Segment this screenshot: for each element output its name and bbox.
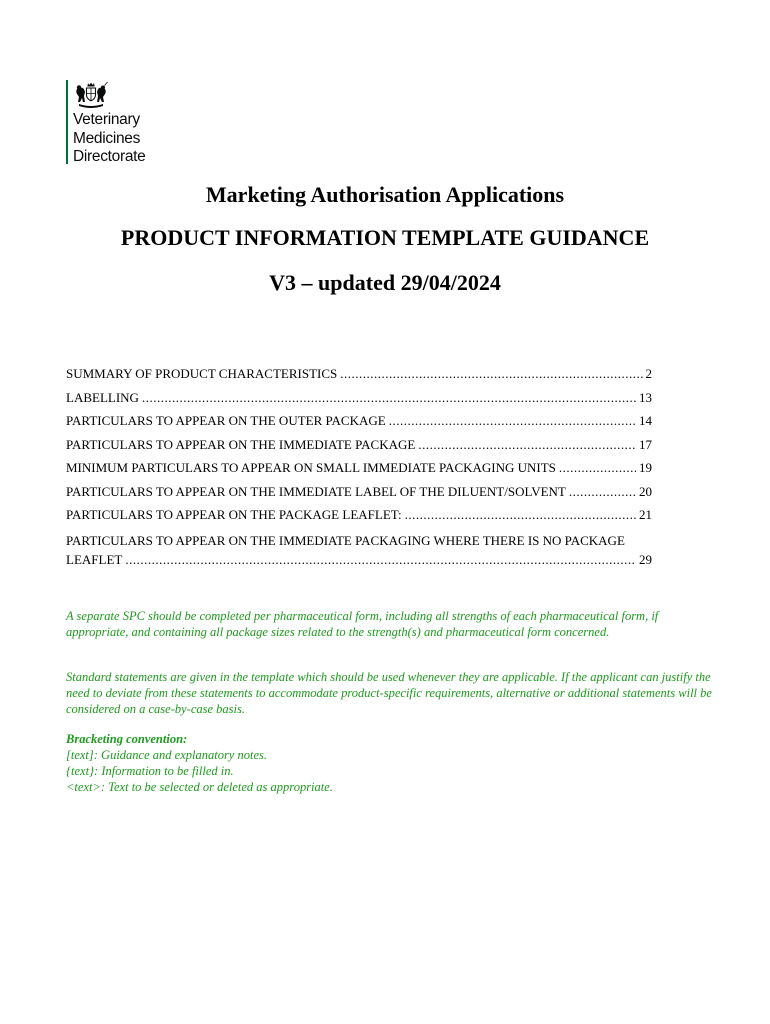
toc-entry[interactable]: [66, 507, 652, 531]
logo-line-1: Veterinary: [73, 111, 140, 128]
document-version: V3 – updated 29/04/2024: [269, 270, 501, 295]
logo-line-3: Directorate: [73, 148, 146, 165]
logo-line-2: Medicines: [73, 129, 141, 147]
vmd-logo: [66, 80, 186, 166]
toc-entry-page: 20: [639, 483, 652, 499]
table-of-contents: [66, 366, 652, 569]
spc-note: A separate SPC should be completed per pharmaceutical form, including all strengths of each pharmaceutical form, if appropriate, and containing all package sizes related to the strength(s) and pharmaceutical form concerned.: [66, 609, 659, 639]
document-subtitle: PRODUCT INFORMATION TEMPLATE GUIDANCE: [120, 225, 650, 250]
toc-entry-page: 21: [639, 507, 652, 522]
toc-entry[interactable]: [66, 531, 652, 569]
toc-entry-label: MINIMUM PARTICULARS TO APPEAR ON SMALL IMMEDIATE PACKAGING UNITS: [66, 460, 556, 475]
standard-statements-note: Standard statements are given in the template which should be used whenever they are applicable. If the applicant can justify the need to deviate from these statements to accommodate product-specific requirements, alternative or additional statements will be considered on a case-by-case basis.: [66, 670, 712, 716]
toc-entry[interactable]: [66, 366, 652, 390]
toc-leader-dots: [389, 413, 636, 429]
toc-entry-label: PARTICULARS TO APPEAR ON THE PACKAGE LEAFLET:: [66, 507, 402, 522]
toc-leader-dots: [418, 437, 636, 453]
toc-leader-dots: [405, 507, 636, 523]
toc-entry-page: 17: [639, 436, 652, 452]
toc-leader-dots: [569, 484, 636, 500]
toc-entry-page: 2: [645, 366, 652, 381]
toc-leader-dots: [340, 366, 642, 382]
toc-entry-page: 19: [639, 460, 652, 475]
bracketing-convention: [66, 731, 716, 795]
toc-entry[interactable]: [66, 437, 652, 461]
toc-entry-label: PARTICULARS TO APPEAR ON THE OUTER PACKAGE: [66, 413, 386, 428]
toc-entry[interactable]: [66, 460, 652, 484]
toc-entry-label: PARTICULARS TO APPEAR ON THE IMMEDIATE LABEL OF THE DILUENT/SOLVENT: [66, 483, 566, 499]
document-title: Marketing Authorisation Applications: [205, 182, 565, 207]
toc-entry-label: PARTICULARS TO APPEAR ON THE IMMEDIATE PACKAGE: [66, 436, 416, 452]
toc-entry[interactable]: [66, 484, 652, 508]
toc-entry-label: SUMMARY OF PRODUCT CHARACTERISTICS: [66, 366, 338, 381]
toc-leader-dots: [142, 390, 636, 406]
royal-coat-of-arms-icon: [73, 81, 109, 109]
bracketing-heading: Bracketing convention:: [66, 732, 188, 746]
toc-entry-label-continued: LEAFLET: [66, 551, 123, 567]
toc-entry-page: 14: [639, 413, 652, 428]
toc-leader-dots: [559, 460, 636, 476]
toc-entry[interactable]: [66, 390, 652, 414]
toc-entry-label: LABELLING: [66, 389, 139, 405]
logo-wordmark: [73, 111, 146, 167]
toc-entry[interactable]: [66, 413, 652, 437]
toc-entry-page: 13: [639, 389, 652, 405]
toc-entry-page: 29: [639, 551, 652, 567]
bracketing-rule-square: [text]: Guidance and explanatory notes.: [66, 748, 267, 762]
bracketing-rule-angle: <text>: Text to be selected or deleted as appropriate.: [66, 780, 333, 794]
logo-accent-bar: [66, 80, 68, 164]
toc-leader-dots: [125, 550, 636, 569]
toc-entry-label: PARTICULARS TO APPEAR ON THE IMMEDIATE PACKAGING WHERE THERE IS NO PACKAGE: [66, 532, 625, 548]
bracketing-rule-curly: {text}: Information to be filled in.: [66, 764, 234, 778]
